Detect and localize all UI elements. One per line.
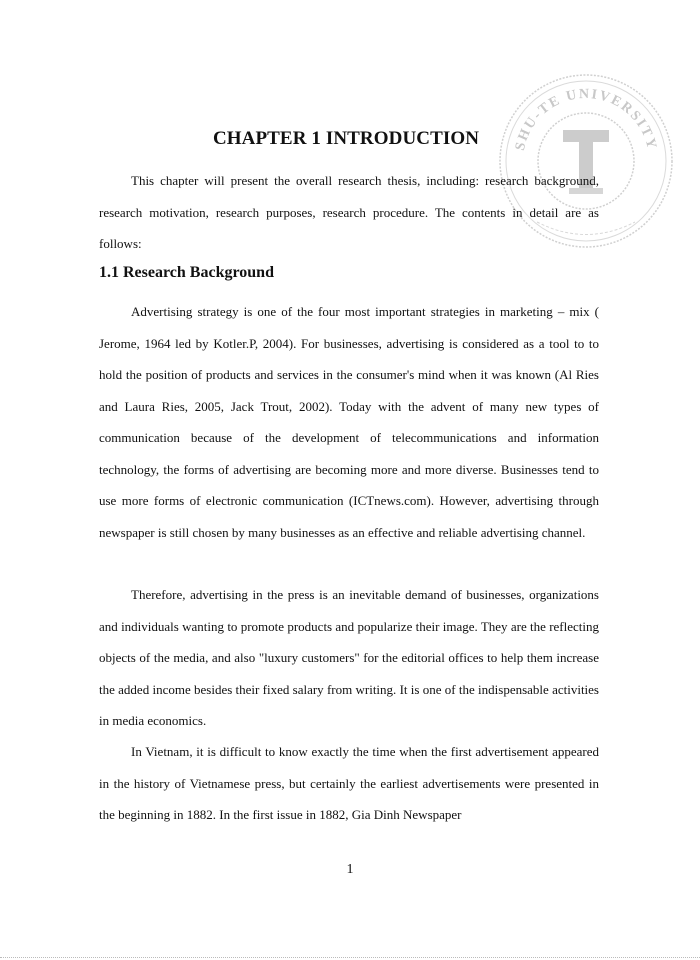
intro-paragraph: This chapter will present the overall research thesis, including: research background, research motivation, research purposes, research procedure. The contents in detail are as follows: bbox=[99, 173, 599, 251]
body-paragraph: In Vietnam, it is difficult to know exactly the time when the first advertisement appeared in the history of Vietnamese press, but certainly the earliest advertisements were presented in the beginning in 1882. In the first issue in 1882, Gia Dinh Newspaper bbox=[99, 744, 599, 822]
svg-text:SHU-TE UNIVERSITY: SHU-TE UNIVERSITY bbox=[512, 86, 660, 153]
chapter-title: CHAPTER 1 INTRODUCTION bbox=[212, 128, 480, 149]
page-bottom-divider bbox=[0, 957, 700, 958]
section-heading: 1.1 Research Background bbox=[99, 264, 274, 281]
body-paragraph: Advertising strategy is one of the four most important strategies in marketing – mix ( Jerome, 1964 led by Kotler.P, 2004). For businesses, advertising is considered as a tool to to hold the position of products and services in the consumer's mind when it was known (Al Ries and Laura Ries, 2005, Jack Trout, 2002). Today with the advent of many new types of communication because of the development of telecommunications and information technology, the forms of advertising are becoming more and more diverse. Businesses tend to use more forms of electronic communication (ICTnews.com). However, advertising through newspaper is still chosen by many businesses as an effective and reliable advertising channel. bbox=[99, 304, 599, 540]
page-number: 1 bbox=[346, 862, 354, 877]
body-paragraph: Therefore, advertising in the press is an inevitable demand of businesses, organizations and individuals wanting to promote products and popularize their image. They are the reflecting objects of the media, and also "luxury customers" for the editorial offices to help them increase the added income besides their fixed salary from writing. It is one of the indispensable activities in media economics. bbox=[99, 587, 599, 728]
